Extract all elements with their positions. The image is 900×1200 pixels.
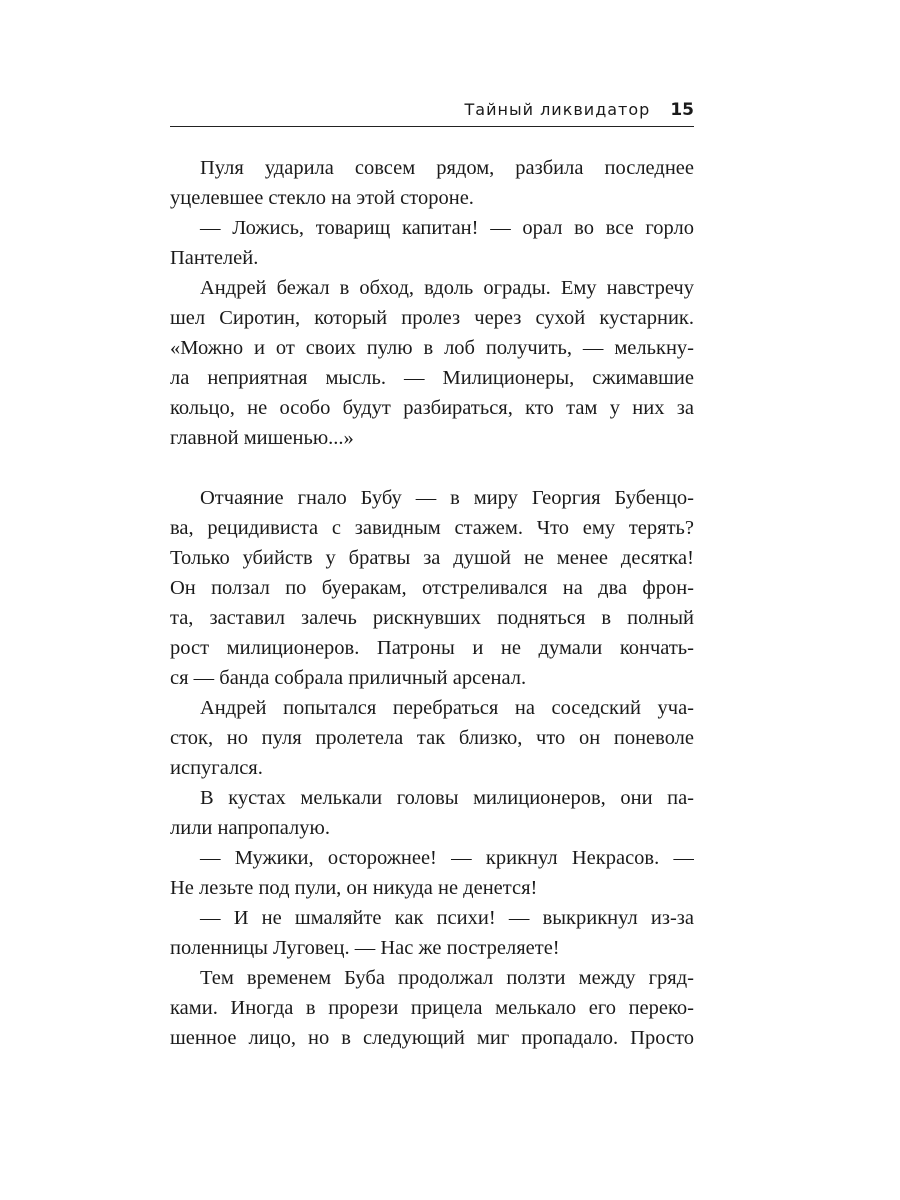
text-line: шенное лицо, но в следующий миг пропадало. Просто (170, 1027, 694, 1049)
text-line: Андрей попытался перебраться на соседский уча- (200, 697, 694, 719)
text-line: — И не шмаляйте как психи! — выкрикнул из-за (200, 907, 694, 929)
text-line: Отчаяние гнало Бубу — в миру Георгия Бубенцо- (200, 487, 694, 509)
text-line: «Можно и от своих пулю в лоб получить, — мелькну- (170, 337, 694, 359)
text-line: сток, но пуля пролетела так близко, что он поневоле (170, 727, 694, 749)
text-line: шел Сиротин, который пролез через сухой кустарник. (170, 307, 694, 329)
text-line: — Мужики, осторожнее! — крикнул Некрасов. — (200, 847, 694, 869)
text-line: уцелевшее стекло на этой стороне. (170, 187, 474, 209)
text-body (170, 153, 694, 1053)
text-line: В кустах мелькали головы милиционеров, они па- (200, 787, 694, 809)
running-title: Тайный ликвидатор (464, 100, 651, 119)
text-line: лили напропалую. (170, 817, 330, 839)
text-line: главной мишенью...» (170, 427, 354, 449)
text-line: Не лезьте под пули, он никуда не денется! (170, 877, 538, 899)
text-line: Пуля ударила совсем рядом, разбила последнее (200, 157, 694, 179)
page-number: 15 (670, 100, 694, 120)
running-head (170, 100, 694, 124)
text-line: ла неприятная мысль. — Милиционеры, сжимавшие (170, 367, 694, 389)
text-line: Только убийств у братвы за душой не менее десятка! (170, 547, 694, 569)
text-line: — Ложись, товарищ капитан! — орал во все горло (200, 217, 694, 239)
header-rule (170, 126, 694, 127)
paragraph-break (170, 453, 694, 483)
text-line: Пантелей. (170, 247, 259, 269)
text-line: кольцо, не особо будут разбираться, кто там у них за (170, 397, 694, 419)
text-line: рост милиционеров. Патроны и не думали кончать- (170, 637, 694, 659)
text-line: поленницы Луговец. — Нас же постреляете! (170, 937, 560, 959)
text-line: Андрей бежал в обход, вдоль ограды. Ему навстречу (200, 277, 694, 299)
text-line: та, заставил залечь рискнувших подняться в полный (170, 607, 694, 629)
text-line: ва, рецидивиста с завидным стажем. Что ему терять? (170, 517, 694, 539)
text-line: ками. Иногда в прорези прицела мелькало его переко- (170, 997, 694, 1019)
text-line: испугался. (170, 757, 263, 779)
text-line: ся — банда собрала приличный арсенал. (170, 667, 527, 689)
text-line: Тем временем Буба продолжал ползти между гряд- (200, 967, 694, 989)
text-line: Он ползал по буеракам, отстреливался на два фрон- (170, 577, 694, 599)
